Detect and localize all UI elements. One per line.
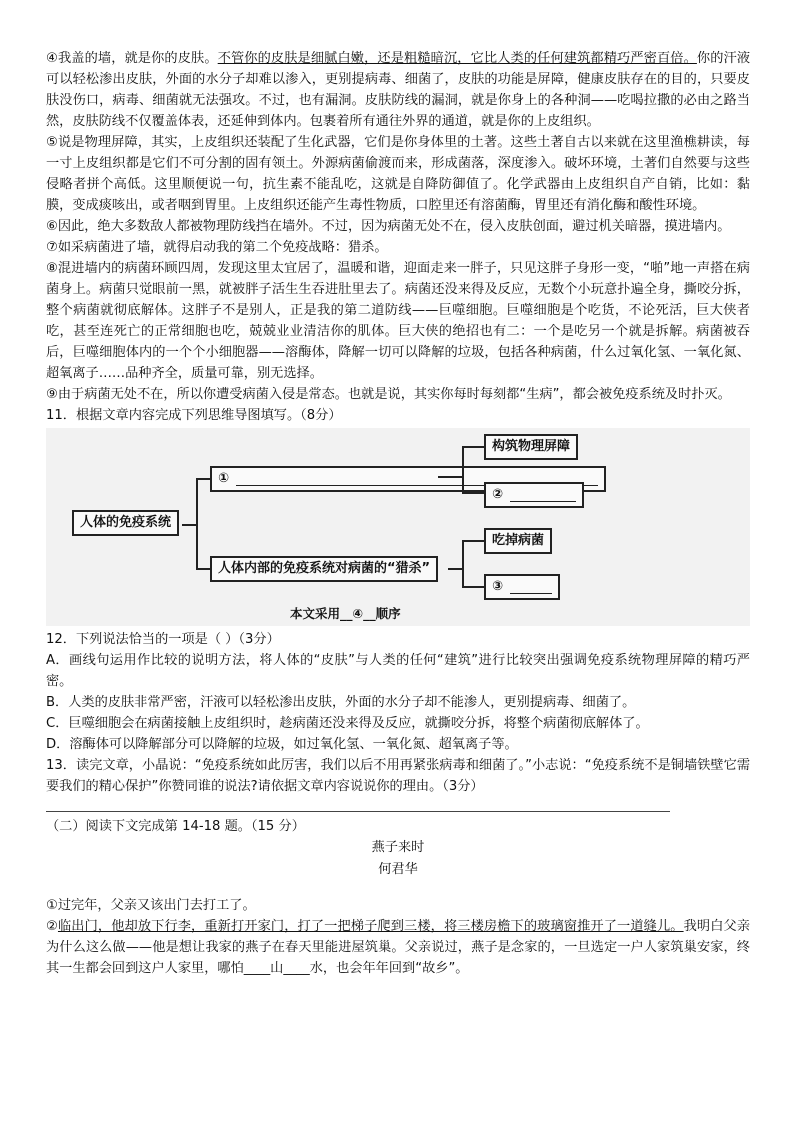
paragraph-5: ⑤说是物理屏障，其实，上皮组织还装配了生化武器，它们是你身体里的土著。这些土著自古以来就在这里渔樵耕读，每一寸上皮组织都是它们不可分割的固有领土。外源病菌偷渡而来，形成菌落，深度渗入。破坏环境，土著们自然要与这些侵略者拼个高低。这里顺便说一句，抗生素不能乱吃，这就是自降防御值了。化学武器由上皮组织自产自销，比如：黏膜，变成痰咳出，或者咽到胃里。上皮组织还能产生毒性物质，口腔里还有溶菌酶，胃里还有消化酶和酸性环境。 xyxy=(46,135,750,213)
paragraph-7: ⑦如采病菌进了墙，就得启动我的第二个免疫战略：猎杀。 xyxy=(46,240,388,255)
blank-label: ② xyxy=(492,487,504,502)
answer-blank-2[interactable] xyxy=(510,501,576,502)
text: 你的汗液可以轻松渗出皮肤，外面的水分子却难以渗入，更别提病毒、细菌了，皮肤的功能是屏障，健康皮肤存在的目的，只要皮肤没伤口，病毒、细菌就无法强攻。不过，也有漏洞。皮肤防线的漏洞，就是你身上的各种洞——吃喝拉撒的必由之路当然，皮肤防线不仅覆盖体表，还延伸到体内。包裹着所有通往外界的通道，就是你的上皮组织。 xyxy=(46,51,751,129)
paragraph-4 xyxy=(46,48,750,132)
mind-map-leaf-eat-bacteria: 吃掉病菌 xyxy=(484,528,552,554)
connector xyxy=(462,446,464,492)
underlined-sentence: 不管你的皮肤是细腻白嫩，还是粗糙暗沉，它比人类的任何建筑都精巧严密百倍。 xyxy=(217,51,697,66)
connector xyxy=(196,478,198,570)
mind-map-root: 人体的免疫系统 xyxy=(72,510,179,536)
connector xyxy=(462,446,484,448)
connector xyxy=(448,568,462,570)
option-c[interactable]: C．巨噬细胞会在病菌接触上皮组织时，趁病菌还没来得及反应，就撕咬分拆，将整个病菌彻底解体了。 xyxy=(46,716,649,731)
option-d[interactable]: D．溶酶体可以降解部分可以降解的垃圾，如过氧化氢、一氧化氮、超氧离子等。 xyxy=(46,737,518,752)
connector xyxy=(462,586,484,588)
story-paragraph-1: ①过完年，父亲又该出门去打工了。 xyxy=(46,898,256,913)
paragraph-6: ⑥因此，绝大多数敌人都被物理防线挡在墙外。不过，因为病菌无处不在，侵入皮肤创面，避过机关暗器，摸进墙内。 xyxy=(46,219,731,234)
exam-page xyxy=(46,48,750,979)
connector xyxy=(196,568,210,570)
underlined-sentence: 临出门，他却放下行李，重新打开家门，打了一把梯子爬到三楼，将三楼房檐下的玻璃窗推开了一道缝儿。 xyxy=(57,919,684,934)
mind-map xyxy=(46,428,750,626)
article-author: 何君华 xyxy=(378,862,418,877)
paragraph-8: ⑧混进墙内的病菌环顾四周，发现这里太宜居了，温暖和谐，迎面走来一胖子，只见这胖子身形一变，“啪”地一声搭在病菌身上。病菌只觉眼前一黑，就被胖子活生生吞进肚里去了。病菌还没来得及反应，无数个小玩意扑遍全身，撕咬分拆，整个病菌就彻底解体。这胖子不是别人，正是我的第二道防线——巨噬细胞。巨噬细胞是个吃货，不论死活，巨大侠者吃，甚至连死亡的正常细胞也吃，兢兢业业清洁你的肌体。巨大侠的绝招也有二：一个是吃另一个就是拆解。病菌被吞后，巨噬细胞体内的一个个小细胞器——溶酶体，降解一切可以降解的垃圾，包括各种病菌，什么过氧化氢、一氧化氮、超氧离子……品种齐全，质量可靠，别无选择。 xyxy=(46,261,750,381)
text: 我明白父亲为什么这么做——他是想让我家的燕子在春天里能进屋筑巢。父亲说过，燕子是念家的，一旦选定一户人家筑巢安家，终其一生都会回到这户人家里，哪怕____山____水，也会年年回到“故乡”。 xyxy=(46,919,751,976)
blank-label: ③ xyxy=(492,579,504,594)
connector xyxy=(462,540,464,588)
section-heading: （二）阅读下文完成第 14-18 题。（15 分） xyxy=(46,819,305,834)
mind-map-leaf-barrier: 构筑物理屏障 xyxy=(484,434,578,460)
connector xyxy=(196,478,210,480)
blank-label: ① xyxy=(218,471,230,486)
connector xyxy=(182,524,196,526)
question-11: 11．根据文章内容完成下列思维导图填写。（8分） xyxy=(46,408,342,423)
paragraph-9: ⑨由于病菌无处不在，所以你遭受病菌入侵是常态。也就是说，其实你每时每刻都“生病”，都会被免疫系统及时扑灭。 xyxy=(46,387,731,402)
divider-line xyxy=(46,811,670,812)
mind-map-leaf-blank-2[interactable] xyxy=(484,482,584,508)
story-paragraph-2 xyxy=(46,916,750,979)
mind-map-leaf-blank-3[interactable] xyxy=(484,574,560,600)
question-13: 13．读完文章，小晶说：“免疫系统如此厉害，我们以后不用再紧张病毒和细菌了。”小志说：“免疫系统不是铜墙铁壁它需要我们的精心保护”你赞同谁的说法?请依据文章内容说说你的理由。（3分） xyxy=(46,758,751,794)
option-b[interactable]: B．人类的皮肤非常严密，汗液可以轻松渗出皮肤，外面的水分子却不能渗人，更别提病毒、细菌了。 xyxy=(46,695,636,710)
mind-map-caption: 本文采用__④__顺序 xyxy=(290,606,401,621)
connector xyxy=(462,540,484,542)
connector xyxy=(438,476,462,478)
option-a[interactable]: A．画线句运用作比较的说明方法，将人体的“皮肤”与人类的任何“建筑”进行比较突出强调免疫系统物理屏障的精巧严密。 xyxy=(46,653,750,689)
connector xyxy=(462,492,484,494)
article-title: 燕子来时 xyxy=(371,840,425,855)
answer-blank-3[interactable] xyxy=(510,593,552,594)
text: ④我盖的墙，就是你的皮肤。 xyxy=(46,51,218,66)
question-12: 12．下列说法恰当的一项是（ ）（3分） xyxy=(46,632,280,647)
spacer xyxy=(46,881,750,895)
text: ② xyxy=(46,919,58,934)
mind-map-branch-2: 人体内部的免疫系统对病菌的“猎杀” xyxy=(210,556,438,582)
